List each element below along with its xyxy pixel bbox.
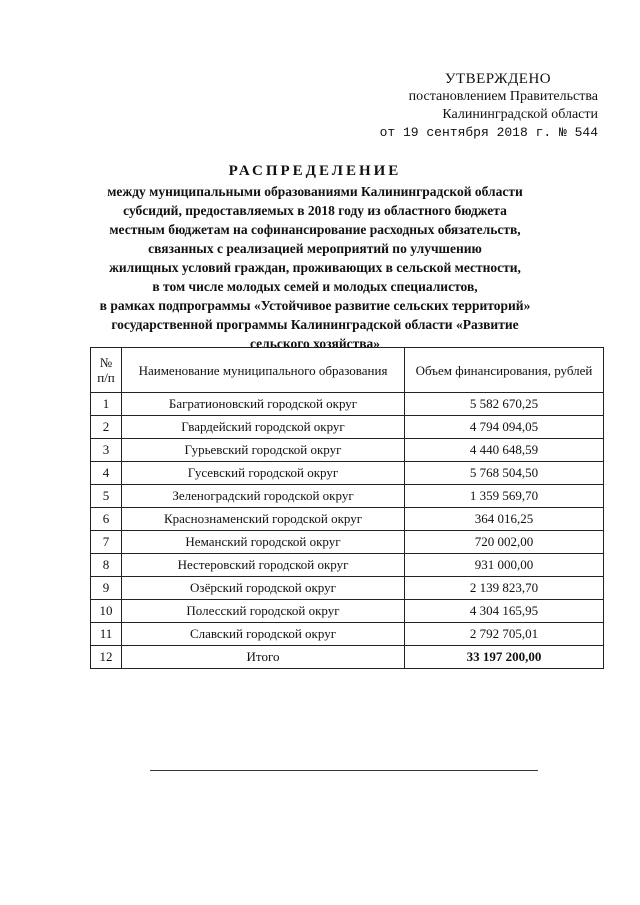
row-num: 8 <box>91 554 122 577</box>
row-amount-total: 33 197 200,00 <box>405 646 604 669</box>
row-name: Гусевский городской округ <box>122 462 405 485</box>
header-name: Наименование муниципального образования <box>122 348 405 393</box>
row-num: 2 <box>91 416 122 439</box>
title-line: в том числе молодых семей и молодых специалистов, <box>152 279 478 294</box>
row-name: Краснознаменский городской округ <box>122 508 405 531</box>
row-amount: 720 002,00 <box>405 531 604 554</box>
approval-heading: УТВЕРЖДЕНО <box>444 71 552 87</box>
title-line: жилищных условий граждан, проживающих в сельской местности, <box>109 260 521 275</box>
row-num: 12 <box>91 646 122 669</box>
document-title <box>80 160 550 353</box>
row-num: 4 <box>91 462 122 485</box>
approval-line-2: Калининградской области <box>442 107 598 122</box>
title-line: в рамках подпрограммы «Устойчивое развитие сельских территорий» <box>99 298 531 313</box>
row-amount: 4 794 094,05 <box>405 416 604 439</box>
title-line: субсидий, предоставляемых в 2018 году из областного бюджета <box>123 203 507 218</box>
row-amount: 931 000,00 <box>405 554 604 577</box>
table-row <box>91 577 604 600</box>
row-amount: 5 768 504,50 <box>405 462 604 485</box>
table-row <box>91 554 604 577</box>
row-name: Итого <box>122 646 405 669</box>
approval-date: от 19 сентября 2018 г. № 544 <box>379 125 598 140</box>
row-num: 7 <box>91 531 122 554</box>
row-name: Полесский городской округ <box>122 600 405 623</box>
title-main: РАСПРЕДЕЛЕНИЕ <box>228 163 402 179</box>
row-num: 11 <box>91 623 122 646</box>
row-num: 1 <box>91 393 122 416</box>
row-amount: 1 359 569,70 <box>405 485 604 508</box>
header-amount: Объем финансирования, рублей <box>405 348 604 393</box>
table-row <box>91 462 604 485</box>
table-row <box>91 531 604 554</box>
row-amount: 364 016,25 <box>405 508 604 531</box>
row-name: Багратионовский городской округ <box>122 393 405 416</box>
header-num: № п/п <box>91 348 122 393</box>
table-row-total <box>91 646 604 669</box>
table-row <box>91 485 604 508</box>
title-line: сельского хозяйства» <box>249 336 381 351</box>
row-name: Нестеровский городской округ <box>122 554 405 577</box>
table-row <box>91 600 604 623</box>
row-amount: 2 139 823,70 <box>405 577 604 600</box>
row-amount: 4 304 165,95 <box>405 600 604 623</box>
distribution-table <box>90 347 604 669</box>
row-amount: 2 792 705,01 <box>405 623 604 646</box>
table-row <box>91 439 604 462</box>
title-line: связанных с реализацией мероприятий по улучшению <box>148 241 482 256</box>
table-row <box>91 623 604 646</box>
table-row <box>91 393 604 416</box>
row-amount: 4 440 648,59 <box>405 439 604 462</box>
approval-line-1: постановлением Правительства <box>408 89 598 104</box>
title-line: между муниципальными образованиями Калининградской области <box>107 184 523 199</box>
row-num: 6 <box>91 508 122 531</box>
table-row <box>91 416 604 439</box>
row-name: Гвардейский городской округ <box>122 416 405 439</box>
row-num: 5 <box>91 485 122 508</box>
table-row <box>91 508 604 531</box>
title-line: местным бюджетам на софинансирование расходных обязательств, <box>109 222 521 237</box>
title-line: государственной программы Калининградской области «Развитие <box>111 317 519 332</box>
row-num: 3 <box>91 439 122 462</box>
row-num: 9 <box>91 577 122 600</box>
row-name: Зеленоградский городской округ <box>122 485 405 508</box>
row-name: Гурьевский городской округ <box>122 439 405 462</box>
footer-divider <box>150 770 538 771</box>
row-name: Славский городской округ <box>122 623 405 646</box>
row-amount: 5 582 670,25 <box>405 393 604 416</box>
row-name: Неманский городской округ <box>122 531 405 554</box>
approval-stamp <box>358 70 598 142</box>
row-name: Озёрский городской округ <box>122 577 405 600</box>
row-num: 10 <box>91 600 122 623</box>
table-header-row <box>91 348 604 393</box>
